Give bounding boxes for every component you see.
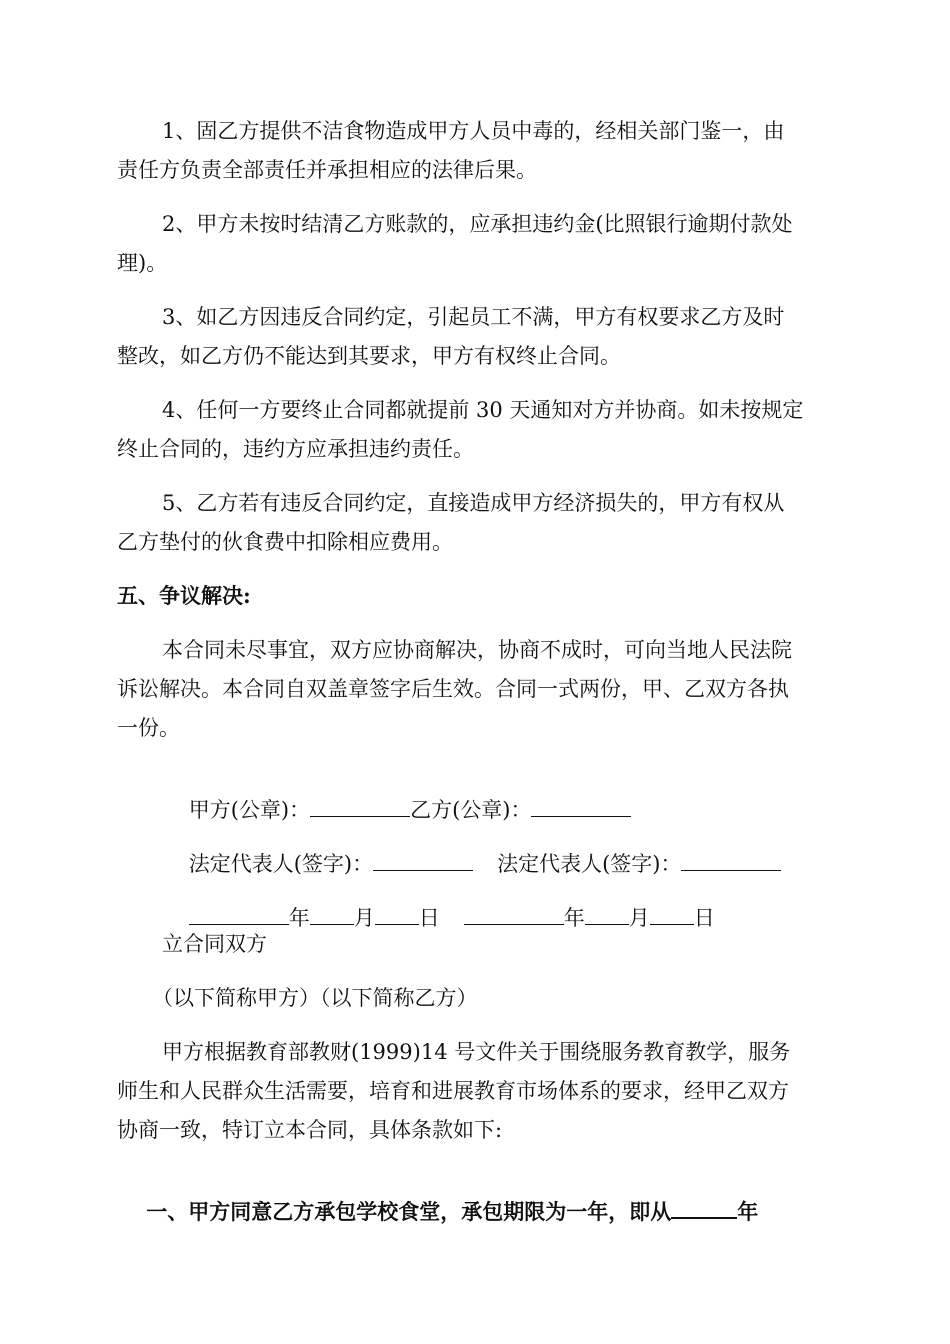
party-a-seal-blank <box>310 798 410 817</box>
clause-one-suffix: 年 <box>737 1199 759 1224</box>
party-a-seal-label: 甲方(公章)： <box>188 798 311 822</box>
contract-intro-line-1: 甲方根据教育部教财(1999)14 号文件关于围绕服务教育教学，服务 <box>162 1040 791 1064</box>
date-b-year-label: 年 <box>563 906 585 930</box>
liability-item-2-line-2: 理)。 <box>117 251 168 275</box>
date-b-year-blank <box>464 906 564 925</box>
liability-item-5-line-1: 5、乙方若有违反合同约定，直接造成甲方经济损失的，甲方有权从 <box>162 491 785 515</box>
party-b-seal-blank <box>531 798 631 817</box>
legal-rep-a-label: 法定代表人(签字)： <box>188 852 374 876</box>
section-five-body-line-3: 一份。 <box>117 716 180 740</box>
date-b-month-label: 月 <box>628 906 650 930</box>
clause-one-start-year-blank <box>671 1199 737 1219</box>
date-a-day-blank <box>375 906 419 925</box>
clause-one-prefix: 一、甲方同意乙方承包学校食堂，承包期限为一年，即从 <box>146 1199 672 1224</box>
liability-item-3-line-2: 整改，如乙方仍不能达到其要求，甲方有权终止合同。 <box>117 344 621 368</box>
clause-one-line <box>117 1170 758 1254</box>
date-a-month-label: 月 <box>353 906 375 930</box>
party-b-seal-label: 乙方(公章)： <box>410 798 532 822</box>
liability-item-4-line-2: 终止合同的，违约方应承担违约责任。 <box>117 437 474 461</box>
section-five-body-line-1: 本合同未尽事宜，双方应协商解决，协商不成时，可向当地人民法院 <box>162 638 792 662</box>
date-b-day-label: 日 <box>693 906 715 930</box>
liability-item-4-line-1: 4、任何一方要终止合同都就提前 30 天通知对方并协商。如未按规定 <box>162 398 804 422</box>
liability-item-1-line-1: 1、固乙方提供不洁食物造成甲方人员中毒的，经相关部门鉴一，由 <box>162 119 785 143</box>
liability-item-5-line-2: 乙方垫付的伙食费中扣除相应费用。 <box>117 530 453 554</box>
section-five-heading: 五、争议解决: <box>117 583 251 608</box>
legal-rep-b-label: 法定代表人(签字)： <box>497 852 682 876</box>
date-a-day-label: 日 <box>418 906 440 930</box>
liability-item-2-line-1: 2、甲方未按时结清乙方账款的，应承担违约金(比照银行逾期付款处 <box>162 212 793 236</box>
date-b-day-blank <box>650 906 694 925</box>
date-a-year-label: 年 <box>288 906 310 930</box>
legal-rep-b-blank <box>681 852 781 871</box>
section-five-body-line-2: 诉讼解决。本合同自双盖章签字后生效。合同一式两份，甲、乙双方各执 <box>117 677 789 701</box>
contract-parties-abbrev: （以下简称甲方）（以下简称乙方） <box>152 986 478 1010</box>
liability-item-1-line-2: 责任方负责全部责任并承担相应的法律后果。 <box>117 158 537 182</box>
date-b-month-blank <box>585 906 629 925</box>
contract-intro-line-2: 师生和人民群众生活需要，培育和进展教育市场体系的要求，经甲乙双方 <box>117 1079 789 1103</box>
legal-rep-a-blank <box>373 852 473 871</box>
date-a-month-blank <box>310 906 354 925</box>
contract-intro-line-3: 协商一致，特订立本合同，具体条款如下: <box>117 1118 503 1142</box>
date-a-year-blank <box>189 906 289 925</box>
liability-item-3-line-1: 3、如乙方因违反合同约定，引起员工不满，甲方有权要求乙方及时 <box>162 305 785 329</box>
contract-parties-title: 立合同双方 <box>162 932 267 956</box>
